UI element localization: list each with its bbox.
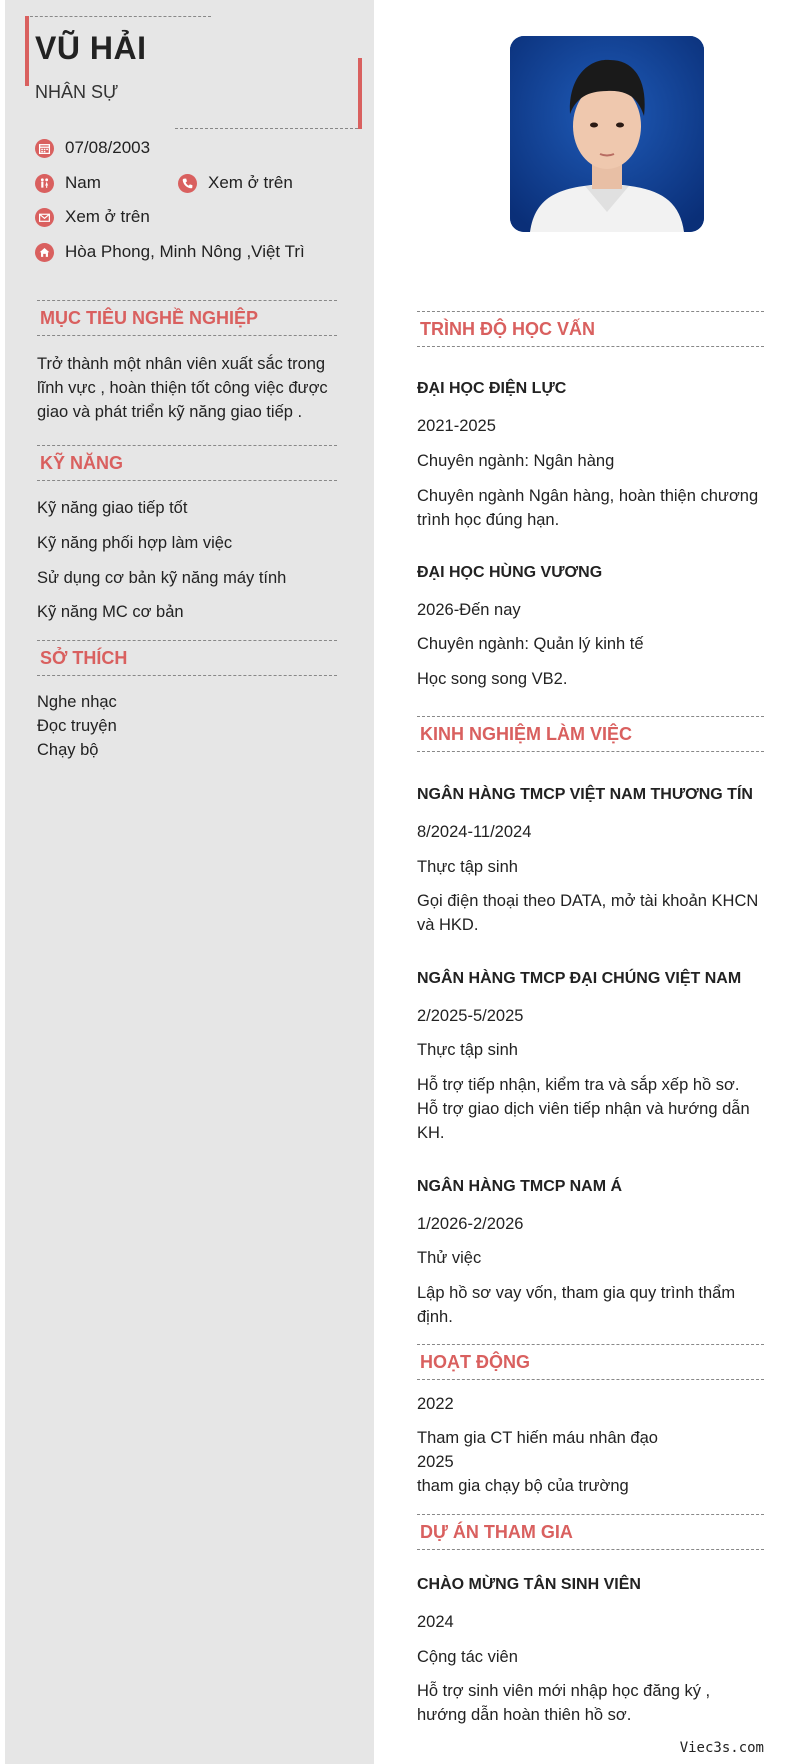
phone-row bbox=[178, 173, 293, 193]
text-line: và HKD. bbox=[417, 916, 479, 934]
text-line: Gọi điện thoại theo DATA, mở tài khoản KHCN bbox=[417, 892, 759, 910]
text-line: Chuyên ngành Ngân hàng, hoàn thiện chương bbox=[417, 487, 759, 505]
hobby-item: Đọc truyện bbox=[37, 717, 117, 735]
skill-item: Kỹ năng giao tiếp tốt bbox=[37, 499, 188, 517]
activities-heading bbox=[417, 1344, 764, 1380]
project-description bbox=[417, 1679, 710, 1727]
job-description bbox=[417, 889, 758, 937]
dob-value: 07/08/2003 bbox=[65, 138, 151, 157]
skill-item: Sử dụng cơ bản kỹ năng máy tính bbox=[37, 569, 287, 587]
company-name: NGÂN HÀNG TMCP VIỆT NAM THƯƠNG TÍN bbox=[417, 786, 753, 803]
school-period: 2026-Đến nay bbox=[417, 601, 521, 619]
school-name: ĐẠI HỌC ĐIỆN LỰC bbox=[417, 380, 567, 397]
section-title: KỸ NĂNG bbox=[40, 453, 124, 473]
section-title: KINH NGHIỆM LÀM VIỆC bbox=[420, 724, 633, 744]
gender-row bbox=[35, 173, 101, 193]
project-name: CHÀO MỪNG TÂN SINH VIÊN bbox=[417, 1576, 641, 1593]
school-major: Chuyên ngành: Ngân hàng bbox=[417, 452, 615, 470]
activities-list bbox=[417, 1426, 658, 1498]
school-description bbox=[417, 484, 758, 532]
divider bbox=[175, 128, 358, 129]
gender-icon bbox=[35, 174, 54, 193]
activity-year: 2022 bbox=[417, 1395, 454, 1413]
school-description: Học song song VB2. bbox=[417, 670, 568, 688]
sidebar bbox=[5, 0, 374, 1764]
watermark: Viec3s.com bbox=[679, 1740, 764, 1756]
text-line: Hỗ trợ tiếp nhận, kiểm tra và sắp xếp hồ sơ. bbox=[417, 1076, 740, 1094]
job-position: Thực tập sinh bbox=[417, 858, 518, 876]
job-period: 1/2026-2/2026 bbox=[417, 1215, 524, 1233]
project-role: Cộng tác viên bbox=[417, 1648, 518, 1666]
projects-heading bbox=[417, 1514, 764, 1550]
text-line: tham gia chạy bộ của trường bbox=[417, 1477, 629, 1495]
accent-bar bbox=[25, 16, 29, 86]
gender-value: Nam bbox=[65, 173, 101, 192]
text-line: Trở thành một nhân viên xuất sắc trong bbox=[37, 355, 326, 373]
company-name: NGÂN HÀNG TMCP NAM Á bbox=[417, 1178, 623, 1195]
text-line: Lập hồ sơ vay vốn, tham gia quy trình thẩm bbox=[417, 1284, 736, 1302]
section-title: TRÌNH ĐỘ HỌC VẤN bbox=[420, 319, 595, 339]
main-column bbox=[374, 0, 800, 1764]
text-line: định. bbox=[417, 1308, 453, 1326]
hobby-item: Chạy bộ bbox=[37, 741, 99, 759]
profile-photo bbox=[510, 36, 704, 232]
skill-item: Kỹ năng MC cơ bản bbox=[37, 603, 184, 621]
phone-value: Xem ở trên bbox=[208, 173, 293, 192]
text-line: KH. bbox=[417, 1124, 445, 1142]
skills-heading bbox=[37, 445, 337, 481]
text-line: trình học đúng hạn. bbox=[417, 511, 560, 529]
job-period: 2/2025-5/2025 bbox=[417, 1007, 524, 1025]
envelope-icon bbox=[35, 208, 54, 227]
skill-item: Kỹ năng phối hợp làm việc bbox=[37, 534, 233, 552]
school-period: 2021-2025 bbox=[417, 417, 496, 435]
text-line: Tham gia CT hiến máu nhân đạo bbox=[417, 1429, 658, 1447]
education-heading bbox=[417, 311, 764, 347]
name-header bbox=[25, 16, 362, 129]
email-row bbox=[35, 207, 150, 227]
candidate-name: VŨ HẢI bbox=[35, 30, 147, 66]
text-line: lĩnh vực , hoàn thiện tốt công việc được bbox=[37, 379, 328, 397]
school-name: ĐẠI HỌC HÙNG VƯƠNG bbox=[417, 564, 603, 581]
email-value: Xem ở trên bbox=[65, 207, 150, 226]
hobbies-heading bbox=[37, 640, 337, 676]
job-position: Thực tập sinh bbox=[417, 1041, 518, 1059]
experience-heading bbox=[417, 716, 764, 752]
text-line: Hỗ trợ giao dịch viên tiếp nhận và hướng dẫn bbox=[417, 1100, 750, 1118]
text-line: hướng dẫn hoàn thiên hồ sơ. bbox=[417, 1706, 632, 1724]
section-title: DỰ ÁN THAM GIA bbox=[420, 1522, 573, 1542]
company-name: NGÂN HÀNG TMCP ĐẠI CHÚNG VIỆT NAM bbox=[417, 970, 742, 987]
job-period: 8/2024-11/2024 bbox=[417, 823, 532, 841]
hobby-item: Nghe nhạc bbox=[37, 693, 117, 711]
candidate-role: NHÂN SỰ bbox=[35, 82, 119, 102]
job-description bbox=[417, 1281, 735, 1329]
section-title: MỤC TIÊU NGHỀ NGHIỆP bbox=[40, 308, 259, 328]
text-line: 2025 bbox=[417, 1453, 454, 1471]
school-major: Chuyên ngành: Quản lý kinh tế bbox=[417, 635, 644, 653]
address-row bbox=[35, 242, 305, 262]
section-title: HOẠT ĐỘNG bbox=[420, 1352, 530, 1372]
address-value: Hòa Phong, Minh Nông ,Việt Trì bbox=[65, 242, 305, 261]
hobbies-list bbox=[37, 690, 117, 762]
text-line: Hỗ trợ sinh viên mới nhập học đăng ký , bbox=[417, 1682, 711, 1700]
objective-heading bbox=[37, 300, 337, 336]
job-position: Thử việc bbox=[417, 1249, 482, 1267]
text-line: giao và phát triển kỹ năng giao tiếp . bbox=[37, 403, 303, 421]
objective-text bbox=[37, 352, 347, 424]
divider bbox=[25, 16, 211, 17]
calendar-icon bbox=[35, 139, 54, 158]
dob-row bbox=[35, 138, 150, 158]
project-period: 2024 bbox=[417, 1613, 454, 1631]
phone-icon bbox=[178, 174, 197, 193]
job-description bbox=[417, 1073, 750, 1145]
home-icon bbox=[35, 243, 54, 262]
accent-bar bbox=[358, 58, 362, 129]
section-title: SỞ THÍCH bbox=[40, 648, 128, 668]
